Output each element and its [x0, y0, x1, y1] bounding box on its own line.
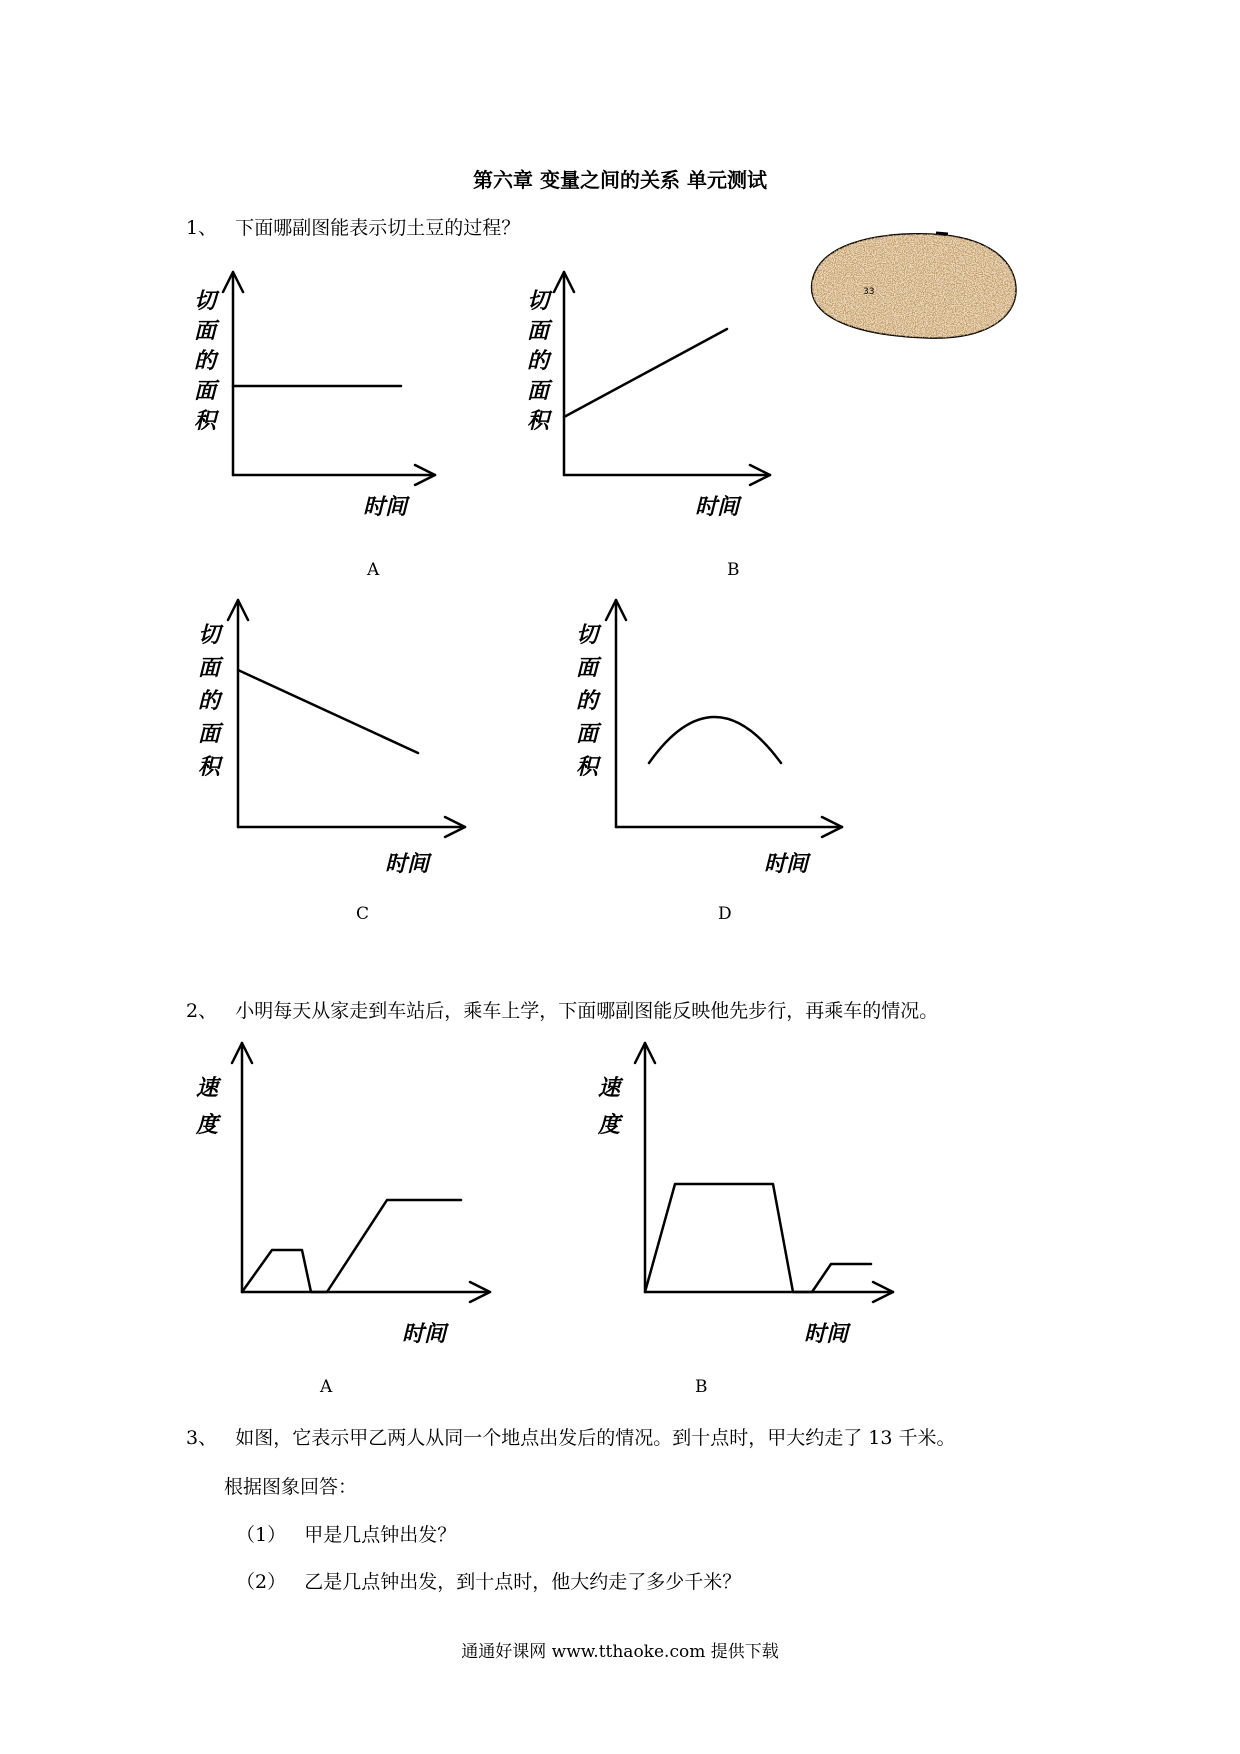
q1-option-b: B	[727, 560, 740, 580]
q1d-y-char-5: 积	[576, 755, 599, 780]
q1d-y-char-2: 面	[576, 656, 599, 681]
potato-speckles	[812, 234, 1016, 338]
potato-label: 33	[863, 287, 875, 297]
q1b-curve	[564, 329, 727, 417]
potato-mark	[936, 233, 948, 234]
q1b-x-label: 时间	[695, 495, 740, 520]
q1-panel-a	[223, 272, 435, 485]
q2a-curve	[242, 1200, 461, 1292]
q1d-y-char-1: 切	[576, 623, 599, 648]
question-1-text: 下面哪副图能表示切土豆的过程？	[235, 217, 521, 239]
q1-option-d: D	[718, 904, 732, 924]
q1a-y-char-2: 面	[194, 319, 217, 344]
q1d-curve	[649, 717, 781, 763]
q2a-y-char-2: 度	[196, 1113, 219, 1138]
q1d-y-char-3: 的	[576, 689, 599, 714]
q1a-y-label	[194, 289, 220, 434]
q1-panel-b	[554, 272, 770, 485]
question-3-text: 如图，它表示甲乙两人从同一个地点出发后的情况。到十点时，甲大约走了 13 千米。	[235, 1427, 956, 1449]
q1b-y-char-3: 的	[527, 349, 550, 374]
q2-panel-a	[232, 1043, 490, 1302]
q2-option-b: B	[695, 1377, 708, 1397]
q1c-y-char-4: 面	[198, 722, 221, 747]
q2-option-a: A	[320, 1377, 333, 1397]
q1c-x-label: 时间	[385, 852, 430, 877]
q1a-y-char-5: 积	[194, 409, 217, 434]
q1a-y-char-1: 切	[194, 289, 217, 314]
q1b-y-char-1: 切	[527, 289, 550, 314]
q1-option-a: A	[367, 560, 380, 580]
q1c-y-char-3: 的	[198, 689, 221, 714]
q1b-y-char-2: 面	[527, 319, 550, 344]
question-2-number: 2、	[186, 1000, 218, 1022]
q1c-y-char-5: 积	[198, 755, 221, 780]
q2b-x-label: 时间	[804, 1322, 849, 1347]
q2a-y-char-1: 速	[196, 1076, 219, 1101]
q1d-x-label: 时间	[764, 852, 809, 877]
q2b-y-char-1: 速	[598, 1076, 621, 1101]
q1b-y-char-4: 面	[527, 379, 550, 404]
q1d-y-char-4: 面	[576, 722, 599, 747]
question-2-text: 小明每天从家走到车站后，乘车上学，下面哪副图能反映他先步行，再乘车的情况。	[235, 1000, 939, 1022]
q1c-y-label	[198, 623, 224, 780]
q2b-curve	[645, 1184, 871, 1292]
q1-option-c: C	[356, 904, 370, 924]
q1-panel-d	[606, 600, 842, 837]
q1a-y-char-4: 面	[194, 379, 217, 404]
subquestion-1-label: （1）	[236, 1524, 287, 1546]
q1c-y-char-1: 切	[198, 623, 221, 648]
page-title: 第六章 变量之间的关系 单元测试	[473, 168, 767, 192]
q1a-y-char-3: 的	[194, 349, 217, 374]
question-3-number: 3、	[186, 1427, 218, 1449]
q2a-y-label	[195, 1076, 222, 1138]
subquestion-2-label: （2）	[236, 1571, 287, 1593]
q1a-x-label: 时间	[363, 495, 408, 520]
q1c-curve	[238, 670, 418, 753]
question-3-line2: 根据图象回答：	[224, 1476, 358, 1498]
q2b-y-char-2: 度	[598, 1113, 621, 1138]
question-1-number: 1、	[186, 217, 218, 239]
q1c-y-char-2: 面	[198, 656, 221, 681]
q1b-y-char-5: 积	[527, 409, 550, 434]
page-footer: 通通好课网 www.tthaoke.com 提供下载	[461, 1642, 779, 1662]
subquestion-1-text: 甲是几点钟出发？	[304, 1524, 457, 1546]
potato-image	[812, 233, 1016, 338]
q2a-x-label: 时间	[402, 1322, 447, 1347]
q1d-y-label	[576, 623, 602, 780]
q2b-y-label	[597, 1076, 624, 1138]
q2-panel-b	[635, 1043, 893, 1302]
q1-panel-c	[228, 600, 465, 837]
q1b-y-label	[527, 289, 553, 434]
subquestion-2-text: 乙是几点钟出发，到十点时，他大约走了多少千米？	[304, 1571, 742, 1593]
